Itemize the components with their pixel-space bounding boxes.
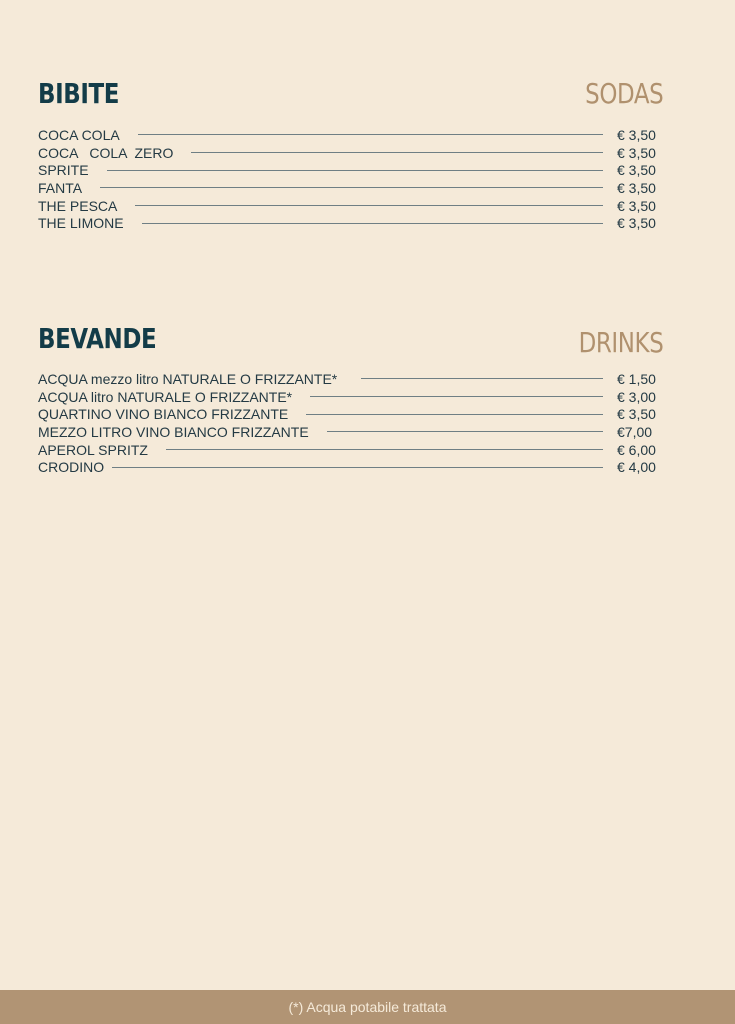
section-title-en: DRINKS xyxy=(578,326,663,359)
item-name: COCA COLA xyxy=(38,126,120,143)
item-name: MEZZO LITRO VINO BIANCO FRIZZANTE xyxy=(38,423,309,440)
item-name: APEROL SPRITZ xyxy=(38,441,148,458)
item-name: CRODINO xyxy=(38,459,105,476)
section-header xyxy=(38,322,663,370)
item-price: € 3,50 xyxy=(617,162,656,179)
section-header xyxy=(38,77,663,125)
item-price: € 3,00 xyxy=(617,388,656,405)
menu-item xyxy=(38,214,663,232)
leader-line xyxy=(135,205,603,206)
leader-line xyxy=(166,449,603,450)
item-name: QUARTINO VINO BIANCO FRIZZANTE xyxy=(38,406,289,423)
leader-line xyxy=(112,467,603,468)
menu-item xyxy=(38,126,663,144)
item-price: € 3,50 xyxy=(617,197,656,214)
menu-item xyxy=(38,161,663,179)
item-name: FANTA xyxy=(38,179,83,196)
item-name: SPRITE xyxy=(38,162,89,179)
item-price: € 4,00 xyxy=(617,459,656,476)
leader-line xyxy=(100,187,603,188)
menu-item xyxy=(38,405,663,423)
menu-item xyxy=(38,441,663,459)
menu-item xyxy=(38,370,663,388)
leader-line xyxy=(306,414,603,415)
menu-item xyxy=(38,144,663,162)
item-price: € 3,50 xyxy=(617,406,656,423)
leader-line xyxy=(310,396,603,397)
section-title-it: BIBITE xyxy=(38,77,119,110)
item-name: THE LIMONE xyxy=(38,215,124,232)
item-price: €7,00 xyxy=(617,423,653,440)
item-price: € 3,50 xyxy=(617,144,656,161)
menu-item xyxy=(38,179,663,197)
leader-line xyxy=(142,223,603,224)
section-title-it: BEVANDE xyxy=(38,322,157,355)
section-bibite xyxy=(38,77,663,232)
leader-line xyxy=(327,431,603,432)
footer-bar xyxy=(0,990,735,1024)
item-price: € 3,50 xyxy=(617,179,656,196)
item-price: € 1,50 xyxy=(617,370,656,387)
leader-line xyxy=(107,170,603,171)
menu-item xyxy=(38,423,663,441)
menu-item xyxy=(38,458,663,476)
item-price: € 3,50 xyxy=(617,215,656,232)
menu-list xyxy=(38,370,663,476)
item-name: ACQUA litro NATURALE O FRIZZANTE* xyxy=(38,388,293,405)
section-title-en: SODAS xyxy=(584,77,663,110)
section-bevande xyxy=(38,322,663,476)
item-name: THE PESCA xyxy=(38,197,118,214)
item-price: € 6,00 xyxy=(617,441,656,458)
menu-item xyxy=(38,388,663,406)
menu-item xyxy=(38,197,663,215)
footer-note: (*) Acqua potabile trattata xyxy=(288,999,447,1015)
item-name: COCA COLA ZERO xyxy=(38,144,174,161)
item-price: € 3,50 xyxy=(617,126,656,143)
menu-list xyxy=(38,126,663,232)
leader-line xyxy=(138,134,603,135)
leader-line xyxy=(361,378,603,379)
item-name: ACQUA mezzo litro NATURALE O FRIZZANTE* xyxy=(38,370,338,387)
leader-line xyxy=(191,152,603,153)
